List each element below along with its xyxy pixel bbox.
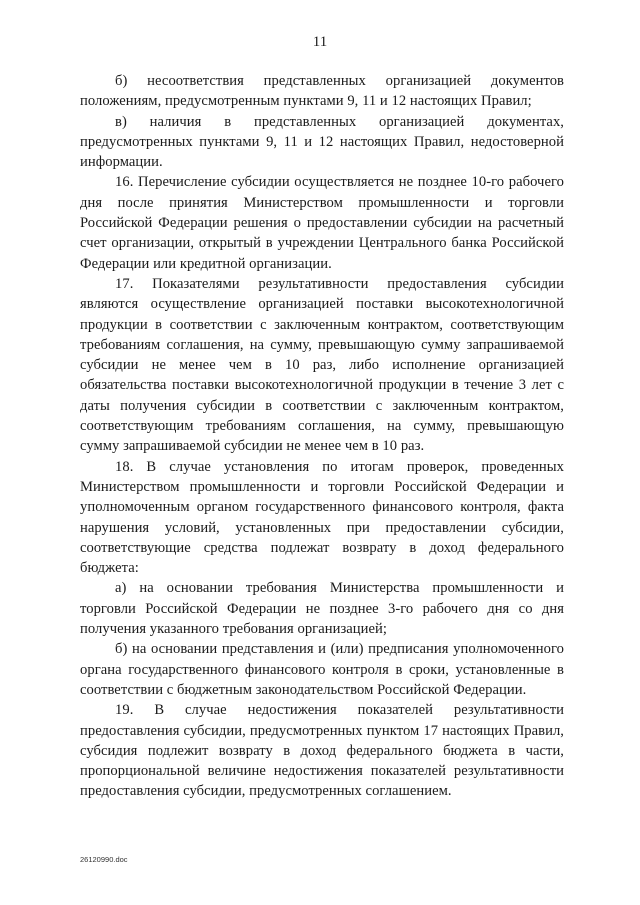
document-body	[80, 71, 564, 802]
paragraph-19-non-achievement: 19. В случае недостижения показателей результативности предоставления субсидии, предусмотренных пунктом 17 настоящих Правил, субсидия подлежит возврату в доход федерального бюджета в части, пропорциональной величине недостижения показателей результативности предоставления субсидии, предусмотренных соглашением.	[80, 702, 564, 800]
paragraph-17-indicators: 17. Показателями результативности предоставления субсидии являются осуществление организацией поставки высокотехнологичной продукции в соответствии с заключенным контрактом, соответствующим требованиям соглашения, на сумму, превышающую сумму запрашиваемой субсидии не менее чем в 10 раз, либо исполнение организацией обязательства поставки высокотехнологичной продукции в течение 3 лет с даты получения субсидии в соответствии с заключенным контрактом, соответствующим требованиям соглашения, на сумму, превышающую сумму запрашиваемой субсидии не менее чем в 10 раз.	[80, 275, 564, 455]
paragraph-18a-ministry-demand: а) на основании требования Министерства промышленности и торговли Российской Федерации не позднее 3-го рабочего дня со дня получения указанного требования организацией;	[80, 580, 564, 638]
footer-filename: 26120990.doc	[80, 855, 128, 864]
paragraph-16-transfer: 16. Перечисление субсидии осуществляется не позднее 10-го рабочего дня после принятия Министерством промышленности и торговли Российской Федерации решения о предоставлении субсидии на расчетный счет организации, открытый в учреждении Центрального банка Российской Федерации или кредитной организации.	[80, 174, 564, 272]
paragraph-b-nonconformity: б) несоответствия представленных организацией документов положениям, предусмотренным пунктами 9, 11 и 12 настоящих Правил;	[80, 73, 564, 110]
paragraph-v-false-information: в) наличия в представленных организацией документах, предусмотренных пунктами 9, 11 и 12 настоящих Правил, недостоверной информации.	[80, 113, 564, 171]
paragraph-18-violations: 18. В случае установления по итогам проверок, проведенных Министерством промышленности и торговли Российской Федерации и уполномоченным органом государственного финансового контроля, факта нарушения условий, установленных при предоставлении субсидии, соответствующие средства подлежат возврату в доход федерального бюджета:	[80, 458, 564, 577]
paragraph-18b-control-authority: б) на основании представления и (или) предписания уполномоченного органа государственного финансового контроля в сроки, установленные в соответствии с бюджетным законодательством Российской Федерации.	[80, 641, 564, 698]
page-number: 11	[312, 34, 328, 50]
